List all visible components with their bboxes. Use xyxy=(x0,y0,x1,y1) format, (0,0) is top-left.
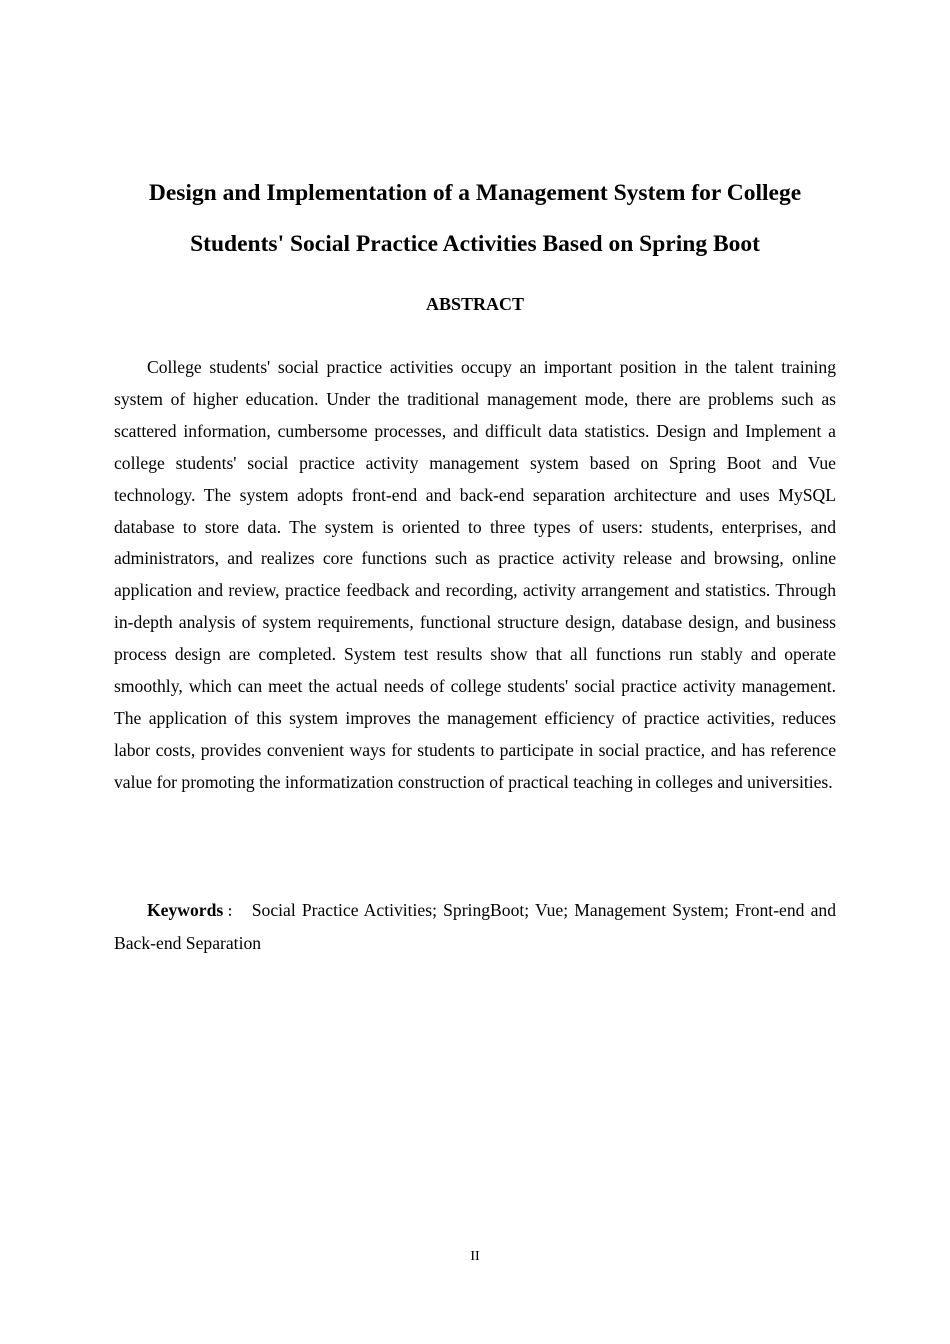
paper-title-line-2: Students' Social Practice Activities Based on Spring Boot xyxy=(190,231,760,257)
abstract-heading: ABSTRACT xyxy=(425,294,525,314)
keywords-separator: ： xyxy=(225,904,242,919)
abstract-body: College students' social practice activities occupy an important position in the talent training system of higher education. Under the traditional management mode, there are problems such as scattered information, cumbersome processes, and difficult data statistics. Design and Implement a college students' social practice activity management system based on Spring Boot and Vue technology. The system adopts front-end and back-end separation architecture and uses MySQL database to store data. The system is oriented to three types of users: students, enterprises, and administrators, and realizes core functions such as practice activity release and browsing, online application and review, practice feedback and recording, activity arrangement and statistics. Through in-depth analysis of system requirements, functional structure design, database design, and business process design are completed. System test results show that all functions run stably and operate smoothly, which can meet the actual needs of college students' social practice activity management. The application of this system improves the management efficiency of practice activities, reduces labor costs, provides convenient ways for students to participate in social practice, and has reference value for promoting the informatization construction of practical teaching in colleges and universities. xyxy=(114,357,836,792)
keywords-label: Keywords xyxy=(147,900,224,920)
keywords-paragraph xyxy=(114,895,836,960)
paper-title xyxy=(90,168,860,270)
page-number: II xyxy=(470,1249,480,1264)
paper-title-line-1: Design and Implementation of a Management System for College xyxy=(148,180,802,206)
keywords-text: Social Practice Activities; SpringBoot; Vue; Management System; Front-end and Back-end Separation xyxy=(114,900,836,953)
